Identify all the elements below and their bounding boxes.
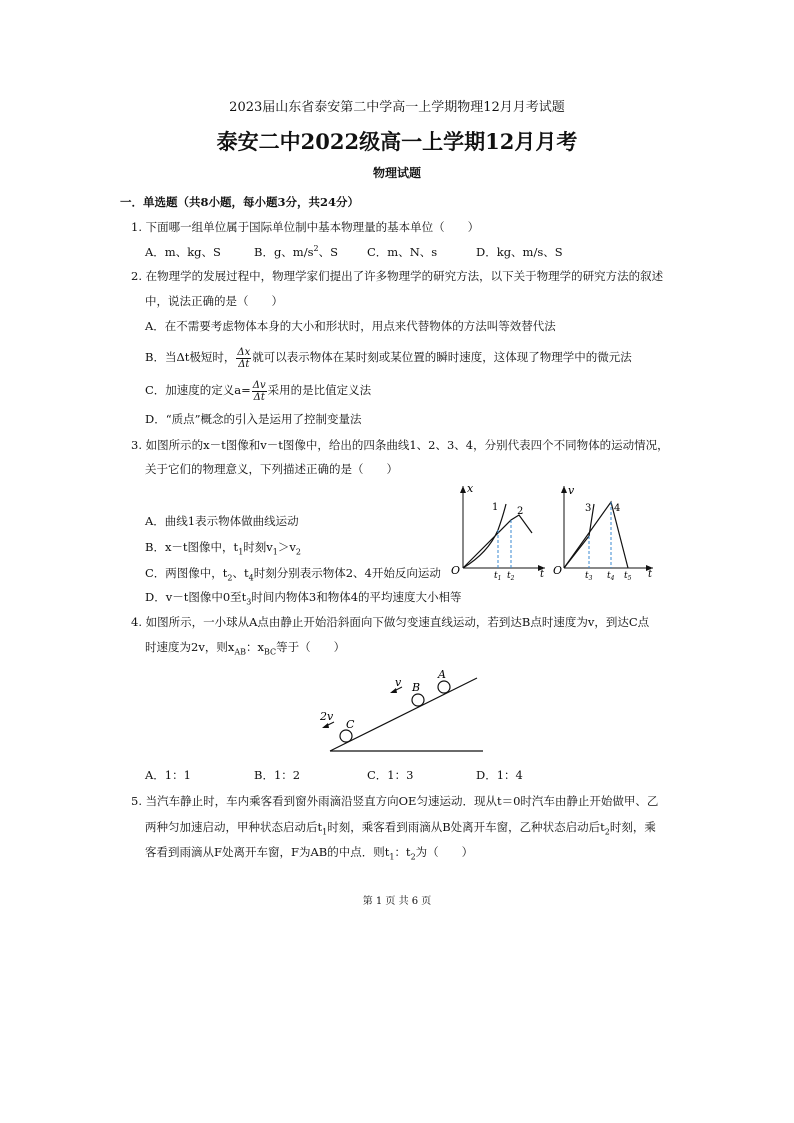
q2-stem-line1: 2. 在物理学的发展过程中，物理学家们提出了许多物理学的研究方法，以下关于物理学的研究方法的叙述 — [131, 269, 664, 283]
q3-option-a: A．曲线1表示物体做曲线运动 — [145, 514, 299, 528]
subject-title: 物理试题 — [372, 166, 421, 180]
q4-option-c: C．1：3 — [367, 768, 414, 782]
curve-1-label: 1 — [492, 502, 499, 513]
q3-stem-line2: 关于它们的物理意义，下列描述正确的是（ ） — [145, 462, 398, 476]
q4-option-d: D．1：4 — [476, 768, 523, 782]
incline-diagram — [310, 665, 495, 757]
ball-at-a — [438, 681, 450, 693]
q1-option-c: C．m、N、s — [367, 245, 438, 259]
point-b-label: B — [412, 681, 421, 694]
q2-option-b: B．当Δt极短时， $\frac{\Delta x}{\Delta t}$ 就可以表示物体在某时刻或某位置的瞬时速度，这体现了物理学中的微元法 — [145, 346, 632, 370]
origin-label: O — [553, 564, 563, 577]
q5-stem-line3: 客看到雨滴从F处离开车窗，F为AB的中点．则$t_1$：$t_2$为（ ） — [145, 845, 474, 862]
q1-option-d: D．kg、m/s、S — [476, 245, 563, 259]
q4-stem-line1: 4. 如图所示，一小球从A点由静止开始沿斜面向下做匀变速直线运动，若到达B点时速度为v，到达C点 — [131, 615, 650, 629]
q2-option-d: D．“质点”概念的引入是运用了控制变量法 — [145, 412, 362, 426]
incline-surface — [330, 678, 477, 751]
t2-label: $t_2$ — [507, 571, 515, 580]
point-a-label: A — [438, 668, 446, 681]
point-c-label: C — [346, 718, 355, 731]
q1-option-b: B．g、$m/s^2$、S — [254, 244, 338, 259]
velocity-2v-label: 2v — [320, 710, 334, 723]
x-t-graph — [450, 478, 550, 580]
curve-3-label: 3 — [585, 503, 592, 514]
t4-label: $t_4$ — [607, 571, 615, 580]
q2-stem-line2: 中，说法正确的是（ ） — [145, 294, 283, 308]
v-axis-label: v — [568, 484, 575, 497]
ball-at-c — [340, 730, 352, 742]
velocity-arrowhead-c — [322, 723, 329, 728]
section-heading: 一．单选题（共8小题，每小题3分，共24分） — [120, 195, 360, 209]
page-footer: 第 1 页 共 6 页 — [362, 896, 432, 907]
t1-label: $t_1$ — [494, 571, 502, 580]
ball-at-b — [412, 694, 424, 706]
v-t-graph — [553, 478, 658, 580]
origin-label: O — [451, 564, 461, 577]
time-axis-label: t — [648, 569, 653, 580]
curve-2-label: 2 — [517, 506, 524, 517]
delta-x-over-delta-t: $\frac{\Delta x}{\Delta t}$ — [237, 346, 251, 370]
q1-stem: 1. 下面哪一组单位属于国际单位制中基本物理量的基本单位（ ） — [131, 220, 480, 234]
delta-v-over-delta-t: $\frac{\Delta v}{\Delta t}$ — [252, 379, 266, 403]
time-axis-label: t — [540, 569, 545, 580]
q5-stem-line1: 5. 当汽车静止时，车内乘客看到窗外雨滴沿竖直方向OE匀速运动．现从t＝0时汽车由静止开始做甲、乙 — [131, 794, 659, 808]
q2-option-c: C．加速度的定义a= $\frac{\Delta v}{\Delta t}$ 采用的是比值定义法 — [145, 379, 372, 403]
q5-stem-line2: 两种匀加速启动，甲种状态启动后$t_1$时刻，乘客看到雨滴从B处离开车窗，乙种状态启动后$t_2$时刻，乘 — [145, 820, 656, 837]
q4-option-b: B．1：2 — [254, 768, 301, 782]
v-t-velocity-arrow — [561, 486, 567, 493]
q4-option-a: A．1：1 — [145, 768, 191, 782]
q4-stem-line2: 时速度为2v，则$x_{AB}$：$x_{BC}$等于（ ） — [145, 640, 346, 657]
q2-option-a: A．在不需要考虑物体本身的大小和形状时，用点来代替物体的方法叫等效替代法 — [145, 319, 556, 333]
q3-option-c: C．两图像中，$t_2$、$t_4$时刻分别表示物体2、4开始反向运动 — [145, 566, 441, 583]
q3-option-d: D．v－t图像中0至$t_3$时间内物体3和物体4的平均速度大小相等 — [145, 590, 462, 607]
t5-label: $t_5$ — [624, 571, 632, 580]
q3-option-b: B．x－t图像中，$t_1$时刻$v_1>v_2$ — [145, 540, 301, 557]
curve-1 — [463, 504, 506, 568]
q1-option-a: A．m、kg、S — [145, 245, 221, 259]
exam-title: 泰安二中2022级高一上学期12月月考 — [216, 129, 578, 154]
x-t-position-arrow — [460, 486, 466, 493]
document-title: 2023届山东省泰安第二中学高一上学期物理12月月考试题 — [229, 100, 565, 115]
velocity-v-label: v — [395, 676, 402, 689]
q3-stem-line1: 3. 如图所示的x－t图像和v－t图像中，给出的四条曲线1、2、3、4，分别代表四个不同物体的运动情况， — [131, 438, 669, 452]
curve-4-label: 4 — [614, 503, 621, 514]
t3-label: $t_3$ — [585, 571, 593, 580]
x-axis-label: x — [467, 482, 474, 495]
